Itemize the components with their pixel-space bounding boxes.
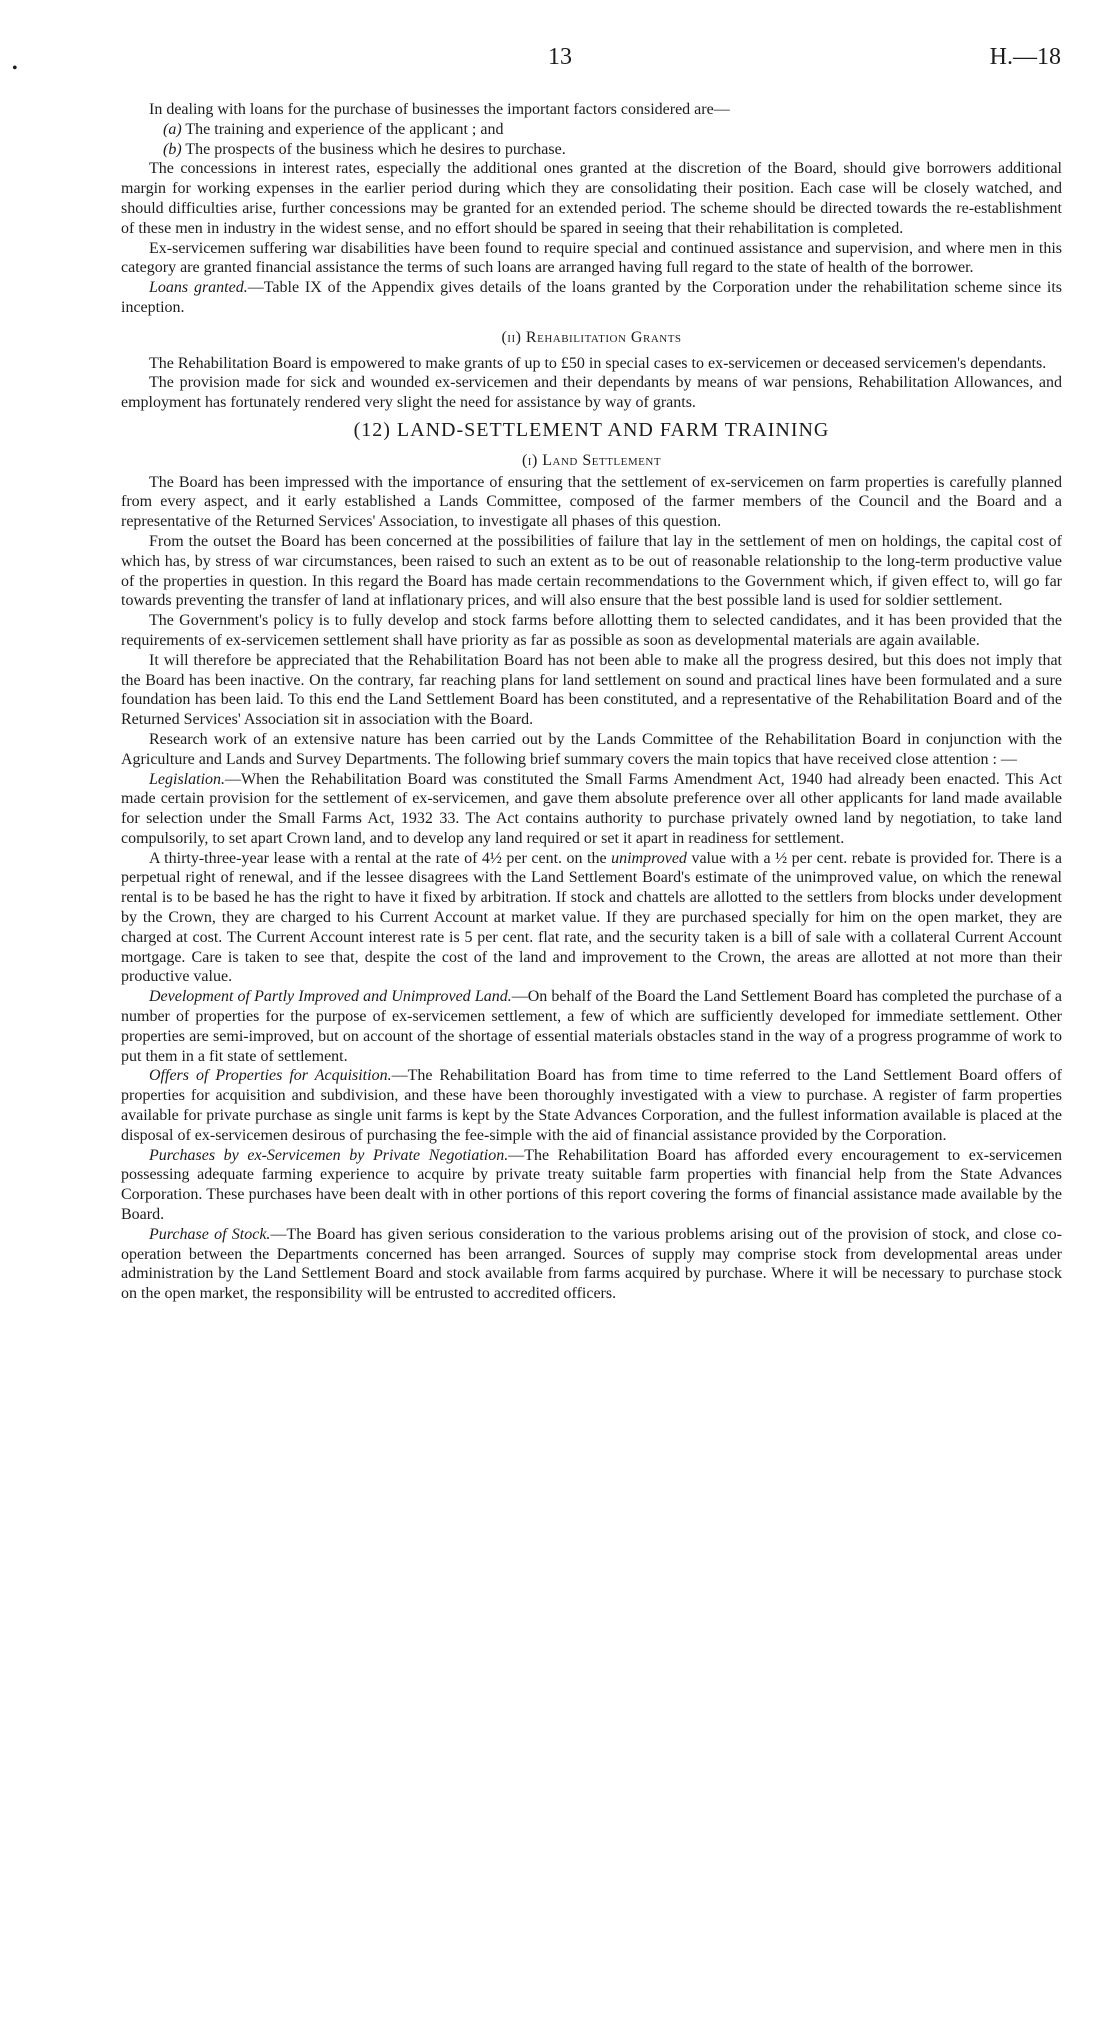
legislation-label: Legislation. (149, 770, 226, 788)
paragraph-war-disabilities: Ex-servicemen suffering war disabilities have been found to require special and continued assistance and supervision, and where men in this category are granted financial assistance the terms of such loans are arranged having full regard to the state of health of the borrower. (121, 239, 1062, 277)
paragraph-loans-intro: In dealing with loans for the purchase of businesses the important factors considered are— (149, 101, 730, 118)
paragraph-offers (121, 1066, 1062, 1145)
loans-granted-label: Loans granted. (149, 279, 248, 297)
paragraph-loans-granted (121, 278, 1062, 318)
paragraph-lease (121, 849, 1062, 988)
list-item-a-label: (a) (163, 120, 182, 138)
heading-land-settlement: (i) Land Settlement (521, 451, 662, 469)
paragraph-capital-cost: From the outset the Board has been concerned at the possibilities of failure that lay in the settlement of men on holdings, the capital cost of which has, by stress of war circumstances, been raised to such an extent as to be out of reasonable relationship to the long-term productive value of the properties in question. In this regard the Board has made certain recommendations to the Government which, if given effect to, will go far towards preventing the transfer of land at inflationary prices, and will also ensure that the best possible land is used for soldier settlement. (121, 532, 1062, 610)
list-item-b-label: (b) (163, 140, 182, 158)
paragraph-grants-empowered: The Rehabilitation Board is empowered to make grants of up to £50 in special cases to ex-servicemen or deceased servicemen's dependants. (149, 354, 1047, 372)
private-purchases-label: Purchases by ex-Servicemen by Private Negotiation. (149, 1146, 509, 1164)
margin-mark: • (12, 60, 18, 77)
offers-text: —The Rehabilitation Board has from time to time referred to the Land Settlement Board offers of properties for acquisition and subdivision, and these have been thoroughly investigated with a view to purchase. A register of farm properties available for private purchase as single unit farms is kept by the State Advances Corporation, and the fullest information available is placed at the disposal of ex-servicemen desirous of purchasing the fee-simple with the aid of financial assistance provided by the Corporation. (121, 1067, 1062, 1144)
paragraph-grants-provision: The provision made for sick and wounded ex-servicemen and their dependants by means of war pensions, Rehabilitation Allowances, and employment has fortunately rendered very slight the need for assistance by way of grants. (121, 374, 1062, 412)
loans-granted-text: —Table IX of the Appendix gives details of the loans granted by the Corporation under the rehabilitation scheme since its inception. (121, 279, 1063, 316)
paragraph-purchase-of-stock (121, 1225, 1062, 1304)
page-number: 13 (548, 44, 572, 70)
offers-label: Offers of Properties for Acquisition. (149, 1067, 392, 1085)
heading-land-settlement-farm-training: (12) LAND-SETTLEMENT AND FARM TRAINING (353, 418, 830, 441)
private-purchases-text: —The Rehabilitation Board has afforded every encouragement to ex-servicemen possessing adequate farming experience to acquire by private treaty suitable farm properties with financial help from the State Advances Corporation. These purchases have been dealt with in other portions of this report covering the forms of financial assistance made available by the Board. (121, 1146, 1062, 1224)
paragraph-progress: It will therefore be appreciated that the Rehabilitation Board has not been able to make all the progress desired, but this does not imply that the Board has been inactive. On the contrary, far reaching plans for land settlement on sound and practical lines have been formulated and a sure foundation has been laid. To this end the Land Settlement Board has been constituted, and a representative of the Rehabilitation Board and of the Returned Services' Association sit in association with the Board. (121, 651, 1062, 729)
purchase-of-stock-text: —The Board has given serious consideration to the various problems arising out of the provision of stock, and close co-operation between the Departments concerned has been arranged. Sources of supply may comprise stock from developmental areas under administration by the Land Settlement Board and stock available from farms acquired by purchase. Where it will be necessary to purchase stock on the open market, the responsibility will be entrusted to accredited officers. (121, 1225, 1062, 1303)
heading-rehabilitation-grants: (ii) Rehabilitation Grants (501, 328, 682, 346)
paragraph-concessions: The concessions in interest rates, especially the additional ones granted at the discretion of the Board, should give borrowers additional margin for working expenses in the earlier period during which they are consolidating their position. Each case will be closely watched, and should difficulties arise, further concessions may be granted for an extended period. The scheme should be directed towards the re-establishment of these men in industry in the widest sense, and no effort should be spared in seeing that their rehabilitation is completed. (121, 160, 1062, 237)
paragraph-research: Research work of an extensive nature has been carried out by the Lands Committee of the Rehabilitation Board in conjunction with the Agriculture and Lands and Survey Departments. The following brief summary covers the main topics that have received close attention : — (121, 730, 1062, 768)
development-text: —On behalf of the Board the Land Settlement Board has completed the purchase of a number of properties for the purpose of ex-servicemen settlement, a few of which are sufficiently developed for immediate settlement. Other properties are semi-improved, but on account of the shortage of essential materials obstacles stand in the way of a progress programme of work to put them in a fit state of settlement. (121, 988, 1062, 1065)
lease-unimproved-term: unimproved (611, 849, 687, 867)
list-item-a (121, 120, 1062, 140)
page-header (0, 44, 1114, 77)
body-text (121, 100, 1062, 1304)
legislation-text: —When the Rehabilitation Board was constituted the Small Farms Amendment Act, 1940 had already been enacted. This Act made certain provision for the settlement of ex-servicemen, and gave them absolute preference over all other applicants for land made available for selection under the Small Farms Act, 1932 33. The Act contains authority to purchase privately owned land by negotiation, to take land compulsorily, to set apart Crown land, and to develop any land required or set it apart in readiness for settlement. (121, 770, 1062, 847)
paragraph-government-policy: The Government's policy is to fully develop and stock farms before allotting them to selected candidates, and it has been provided that the requirements of ex-servicemen settlement shall have priority as far as possible as soon as developmental materials are again available. (121, 612, 1062, 649)
paragraph-development (121, 987, 1062, 1066)
list-item-a-text: The training and experience of the applicant ; and (185, 120, 504, 138)
document-reference: H.—18 (989, 44, 1061, 70)
paragraph-lands-committee: The Board has been impressed with the importance of ensuring that the settlement of ex-servicemen on farm properties is carefully planned from every aspect, and it early established a Lands Committee, composed of the farmer members of the Council and the Board and a representative of the Returned Services' Association, to investigate all phases of this question. (121, 473, 1062, 531)
lease-text-rest: value with a ½ per cent. rebate is provided for. There is a perpetual right of renewal, and if the lessee disagrees with the Land Settlement Board's estimate of the unimproved value, on which the renewal rental is to be based he has the right to have it fixed by arbitration. If stock and chattels are allotted to the settlers from blocks under development by the Crown, they are charged to his Current Account at market value. If they are purchased specially for him on the open market, they are charged at cost. The Current Account interest rate is 5 per cent. flat rate, and the security taken is a bill of sale with a collateral Current Account mortgage. Care is taken to see that, despite the cost of the land and improvement to the Crown, the areas are allotted at not more than their productive value. (121, 849, 1062, 986)
paragraph-private-purchases (121, 1146, 1062, 1225)
list-item-b (121, 140, 1062, 160)
lease-text-start: A thirty-three-year lease with a rental at the rate of 4½ per cent. on the (149, 849, 612, 867)
list-item-b-text: The prospects of the business which he desires to purchase. (185, 140, 566, 158)
purchase-of-stock-label: Purchase of Stock. (149, 1225, 271, 1243)
development-label: Development of Partly Improved and Unimproved Land. (149, 988, 512, 1006)
paragraph-legislation (121, 770, 1062, 849)
